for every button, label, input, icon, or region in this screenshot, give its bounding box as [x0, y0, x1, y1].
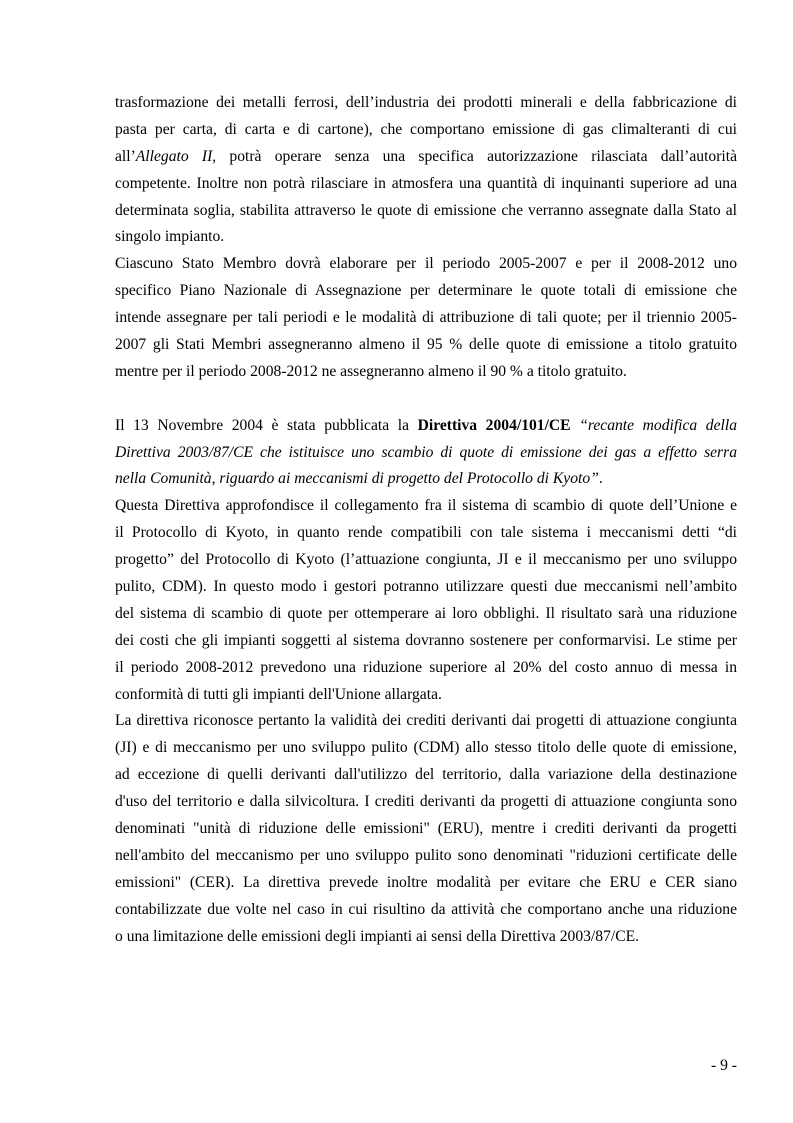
text-line: (JI) e di meccanismo per uno sviluppo pulito (CDM) allo stesso titolo delle quote di emissione,: [115, 739, 737, 757]
text-line: ad eccezione di quelli derivanti dall'utilizzo del territorio, dalla variazione della destinazione: [115, 766, 737, 784]
text-line: emissioni" (CER). La direttiva prevede inoltre modalità per evitare che ERU e CER siano: [115, 873, 737, 891]
text-line: nell'ambito del meccanismo per uno sviluppo pulito sono denominati "riduzioni certificate delle: [115, 846, 737, 864]
text-line: Ciascuno Stato Membro dovrà elaborare per il periodo 2005-2007 e per il 2008-2012 uno: [115, 255, 737, 273]
text-line: [115, 144, 737, 171]
text-line: dei costi che gli impianti soggetti al sistema dovranno sostenere per conformarvisi. Le stime per: [115, 631, 737, 649]
text-line: [115, 466, 737, 493]
text-fragment: .: [598, 470, 603, 488]
annex-reference: Allegato II: [135, 147, 213, 165]
text-fragment: Il 13 Novembre 2004 è stata pubblicata la: [115, 416, 418, 434]
text-line: o una limitazione delle emissioni degli impianti ai sensi della Direttiva 2003/87/CE.: [115, 927, 640, 945]
directive-description: “recante modifica della: [570, 416, 737, 434]
paragraph-3: [115, 413, 737, 494]
text-line: il periodo 2008-2012 prevedono una riduzione superiore al 20% del costo annuo di messa in: [115, 658, 737, 676]
text-line: d'uso del territorio e dalla silvicoltura. I crediti derivanti da progetti di attuazione congiunta sono: [115, 793, 737, 811]
paragraph-5: [115, 708, 737, 950]
text-line: denominati "unità di riduzione delle emissioni" (ERU), mentre i crediti derivanti da progetti: [115, 820, 737, 838]
text-line: pasta per carta, di carta e di cartone), che comportano emissione di gas climalteranti di cui: [115, 120, 737, 138]
text-line: Questa Direttiva approfondisce il collegamento fra il sistema di scambio di quote dell’Unione e: [115, 497, 737, 515]
text-line: singolo impianto.: [115, 228, 225, 246]
text-fragment: all’: [115, 147, 136, 165]
text-line: competente. Inoltre non potrà rilasciare in atmosfera una quantità di inquinanti superiore ad una: [115, 174, 737, 192]
text-line: contabilizzate due volte nel caso in cui risultino da attività che comportano anche una riduzione: [115, 900, 737, 918]
text-line: [115, 413, 737, 440]
text-line: trasformazione dei metalli ferrosi, dell’industria dei prodotti minerali e della fabbricazione di: [115, 94, 737, 111]
text-line: mentre per il periodo 2008-2012 ne assegneranno almeno il 90 % a titolo gratuito.: [115, 362, 627, 380]
text-line: pulito, CDM). In questo modo i gestori potranno utilizzare questi due meccanismi nell’ambito: [115, 578, 737, 596]
text-line: Direttiva 2003/87/CE che istituisce uno scambio di quote di emissione dei gas a effetto serra: [115, 443, 737, 461]
text-line: La direttiva riconosce pertanto la validità dei crediti derivanti dai progetti di attuazione congiunta: [115, 712, 737, 730]
text-line: progetto” del Protocollo di Kyoto (l’attuazione congiunta, JI e il meccanismo per uno sviluppo: [115, 551, 737, 569]
paragraph-spacer: [115, 386, 737, 413]
directive-title: Direttiva 2004/101/CE: [417, 416, 571, 434]
text-line: 2007 gli Stati Membri assegneranno almeno il 95 % delle quote di emissione a titolo gratuito: [115, 336, 737, 354]
text-line: il Protocollo di Kyoto, in quanto rende compatibili con tale sistema i meccanismi detti “di: [115, 524, 737, 542]
text-line: conformità di tutti gli impianti dell'Unione allargata.: [115, 685, 442, 703]
directive-description: nella Comunità, riguardo ai meccanismi di progetto del Protocollo di Kyoto”: [115, 470, 599, 488]
paragraph-2: [115, 251, 737, 385]
text-line: intende assegnare per tali periodi e le modalità di attribuzione di tali quote; per il triennio 2005-: [115, 309, 737, 327]
text-line: specifico Piano Nazionale di Assegnazione per determinare le quote totali di emissione che: [115, 282, 737, 300]
page-number: - 9 -: [711, 1057, 737, 1074]
text-fragment: , potrà operare senza una specifica autorizzazione rilasciata dall’autorità: [212, 147, 737, 165]
paragraph-1: [115, 90, 737, 251]
text-line: determinata soglia, stabilita attraverso le quote di emissione che verranno assegnate dalla Stato al: [115, 201, 737, 219]
paragraph-4: [115, 493, 737, 708]
text-line: del sistema di scambio di quote per ottemperare ai loro obblighi. Il risultato sarà una riduzione: [115, 604, 737, 622]
document-body: [115, 90, 737, 951]
